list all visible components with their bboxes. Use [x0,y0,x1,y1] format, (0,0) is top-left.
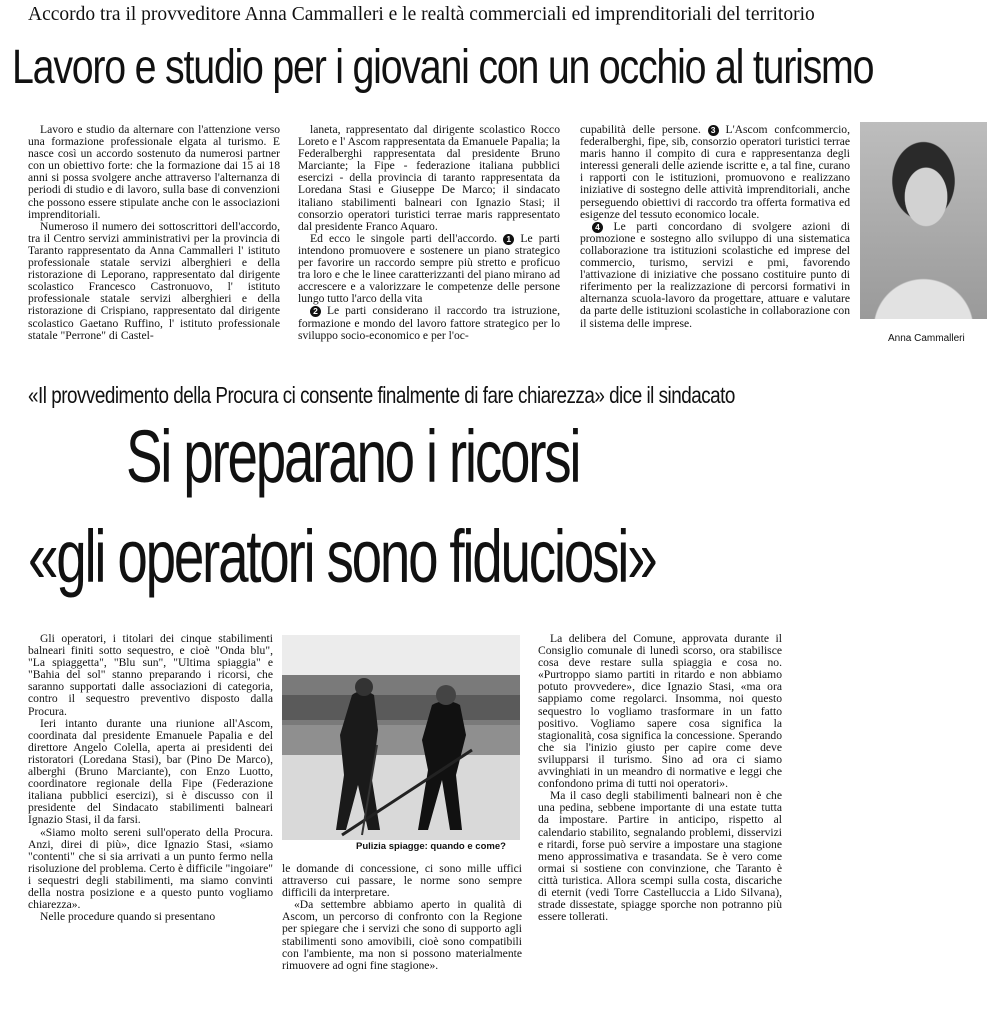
article2-headline-line2: «gli operatori sono fiduciosi» [28,515,656,598]
article2-col3-paragraph: La delibera del Comune, approvata durante il Consiglio comunale di lunedì scorso, ora stabilisce cosa deve restare sulla spiaggia e cosa no. «Purtroppo siamo partiti in ritardo e non abbiamo potuto provvedere», dice Ignazio Stasi, «ma ora sappiamo come regolarci. Insomma, noi questo sequestro lo vogliamo trasformare in un fatto positivo. Vogliamo sapere cosa significa la stagionalità, cosa significa la concessione. Sperando che sia l'inizio giusto per capire come deve svilupparsi il turismo. Sino ad ora ci siamo avvinghiati in un meandro di normative e leggi che confondono prima di tutti noi operatori». [538,632,782,791]
article1-col2-text: Le parti considerano il raccordo tra istruzione, formazione e mondo del lavoro fattore strategico per lo sviluppo socio-economico e per l'oc- [298,304,560,342]
beach-cleaning-photo [282,635,520,840]
marker-1-icon: 1 [503,234,514,245]
article2-column-1 [28,633,273,923]
article2-column-2 [282,863,522,972]
article1-col1-paragraph: Lavoro e studio da alternare con l'attenzione verso una formazione professionale elgata al turismo. E nasce così un accordo sostenuto da numerosi partner con un obiettivo forte: che la formazione dai 15 ai 18 anni si possa svolgere anche attraverso l'alternanza di periodi di studio e di lavoro, sulla base di convenzioni che possono essere stipulate anche con le associazioni imprenditoriali. [28,123,280,221]
article2-column-3 [538,633,782,923]
article2-kicker: «Il provvedimento della Procura ci consente finalmente di fare chiarezza» dice il sindacato [28,382,735,408]
article2-col3-paragraph: Ma il caso degli stabilimenti balneari non è che una pedina, sebbene importante di una estate tutta da impostare. Partire in anticipo, rispetto al calendario stabilito, segnalando problemi, disservizi e ritardi, forse può servire a impostare una stagione meno approssimativa e trasandata. Se è vero come ormai si sostiene con convinzione, che Taranto è città turistica. Allora scempi sulla costa, discariche di eternit (vedi Torre Castelluccia a Lido Silvana), strade dissestate, spiagge sporche non potranno più essere tollerati. [538,789,782,924]
portrait-photo [860,122,987,319]
portrait-caption: Anna Cammalleri [888,333,965,344]
beach-scene-icon [282,635,520,840]
article2-headline-line1: Si preparano i ricorsi [126,415,580,498]
article2-col1-paragraph: «Siamo molto sereni sull'operato della Procura. Anzi, direi di più», dice Ignazio Stasi, «siamo "contenti" che si sia arrivati a un punto fermo nella risoluzione del problema. Certo è difficile "ingoiare" i sequestri degli stabilimenti, ma siamo convinti della nostra posizione e a questo punto vogliamo chiarezza». [28,825,273,912]
beach-photo-caption: Pulizia spiagge: quando e come? [356,841,506,852]
article1-column-1 [28,124,280,342]
article1-col3-text: L'Ascom confcommercio, federalberghi, fipe, sib, consorzio operatori turistici terrae maris hanno il compito di cura e rappresentanza degli interessi generali delle aziende iscritte e, a tal fine, curano i rapporti con le istituzioni, promuovono e realizzano iniziative di sostegno delle attività imprenditoriali, anche perseguendo obiettivi di raccordo tra offerta formativa ed esigenze del tessuto economico locale. [580,123,850,221]
article2-col1-paragraph: Gli operatori, i titolari dei cinque stabilimenti balneari finiti sotto sequestro, e cioè "Onda blu", "La spiaggetta", "Blu sun", "Ultima spiaggia" e "Bahia del sol" stanno preparando i ricorsi, che saranno supportati dalle associazioni di categoria, contro il sequestro preventivo disposto dalla Procura. [28,632,273,718]
article1-column-2 [298,124,560,342]
article2-col1-paragraph: Ieri intanto durante una riunione all'Ascom, coordinata dal presidente Emanuele Papalia e del direttore Angelo Colella, aperta ai presidenti dei ristoratori (Loredana Stasi), bar (Pino De Marco), alberghi (Bruno Marciante), con Enzo Luotto, coordinatore regionale della Fipe (Federazione italiana pubblici esercizi), si è discusso con il presidente del Sindacato stabilimenti balneari Ignazio Stasi, il da farsi. [28,716,273,827]
article1-col2-text: Le parti intendono promuovere e sostenere un piano strategico per favorire un raccordo sempre più stretto e proficuo tra loro e che le linee caratterizzanti del piano mirano ad accrescere e a valorizzare le competenze delle persone lungo tutto l'arco della vita [298,231,560,306]
article2-col2-paragraph: le domande di concessione, ci sono mille uffici attraverso cui passare, le norme sono sempre difficili da interpretare. [282,862,522,900]
marker-2-icon: 2 [310,306,321,317]
article1-col2-paragraph [298,305,560,341]
article1-column-3 [580,124,850,330]
article1-kicker: Accordo tra il provveditore Anna Cammalleri e le realtà commerciali ed imprenditoriali del territorio [28,4,815,25]
article1-col1-paragraph: Numeroso il numero dei sottoscrittori dell'accordo, tra il Centro servizi amministrativi per la provincia di Taranto rappresentato da Anna Cammalleri l' istituto professionale statale servizi alberghieri e della ristorazione di Leporano, rappresentato dal dirigente scolastico Francesco Castronuovo, l' istituto professionale statale servizi alberghieri e della ristorazione di Crispiano, rappresentato dal dirigente scolastico Gaetano Ruffino, l' istituto professionale statale "Perrone" di Castel- [28,219,280,342]
article1-col3-paragraph [580,221,850,330]
marker-4-icon: 4 [592,222,603,233]
article1-col2-text: Ed ecco le singole parti dell'accordo. [310,231,498,245]
article1-col3-text: cupabilità delle persone. [580,123,701,136]
article2-col2-paragraph: «Da settembre abbiamo aperto in qualità di Ascom, un percorso di confronto con la Regione per spiegare che i servizi che sono di supporto agli stabilimenti sono amovibili, cioè sono compatibili con l'ambiente, ma non si possono materialmente rimuovere ad ogni fine stagione». [282,898,522,972]
article1-col3-text: Le parti concordano di svolgere azioni di promozione e sostegno allo sviluppo di una sistematica collaborazione tra istituzioni scolastiche ed imprese del commercio, turismo, servizi e pmi, favorendo l'attivazione di iniziative che possano costituire punto di riferimento per la realizzazione di percorsi formativi in alternanza scuola-lavoro da progettare, attuare e valutare da parte delle istituzioni scolastiche in collaborazione con il sistema delle imprese. [580,219,850,330]
article1-col3-paragraph [580,124,850,221]
marker-3-icon: 3 [708,125,719,136]
article2-col1-paragraph: Nelle procedure quando si presentano [40,910,216,924]
article1-col2-paragraph: laneta, rappresentato dal dirigente scolastico Rocco Loreto e l' Ascom rappresentata da Emanuele Papalia; la Federalberghi rappresentata dal presidente Bruno Marciante; la Fipe - federazione italiana pubblici esercizi - della provincia di taranto rappresentata da Loredana Stasi e Giuseppe De Marco; il sindacato italiano stabilimenti balneari con Ignazio Stasi; il consorzio operatori turistici terrae maris rappresentato dal presidente Franco Aquaro. [298,123,560,233]
article1-col2-paragraph [298,233,560,306]
article1-headline: Lavoro e studio per i giovani con un occhio al turismo [12,41,874,94]
